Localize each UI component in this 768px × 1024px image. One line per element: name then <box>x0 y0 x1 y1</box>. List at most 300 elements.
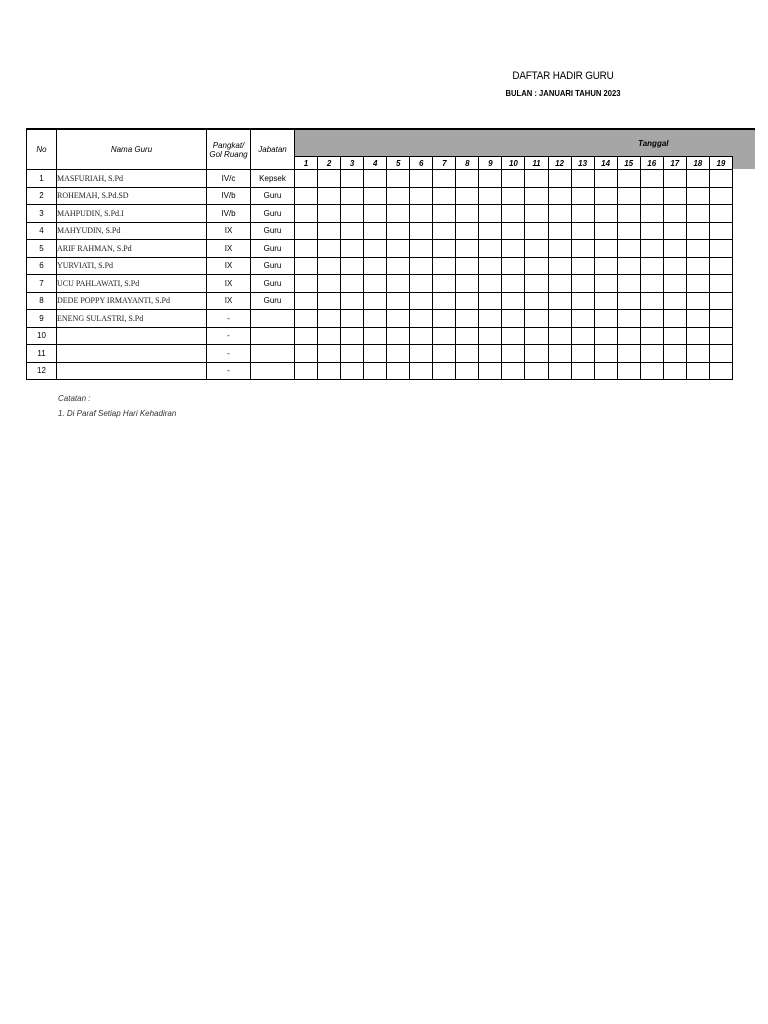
attendance-cell <box>548 292 571 310</box>
header-nama-guru: Nama Guru <box>57 129 207 170</box>
attendance-cell <box>387 187 410 205</box>
row-jabatan <box>251 327 295 345</box>
row-no: 6 <box>27 257 57 275</box>
attendance-cell <box>341 345 364 363</box>
header-day: 3 <box>341 157 364 170</box>
attendance-cell <box>617 257 640 275</box>
row-pangkat: IV/b <box>207 187 251 205</box>
attendance-cell <box>364 310 387 328</box>
attendance-cell <box>479 345 502 363</box>
header-day: 19 <box>709 157 732 170</box>
attendance-cell <box>318 362 341 380</box>
attendance-cell <box>410 257 433 275</box>
attendance-cell <box>410 310 433 328</box>
attendance-cell <box>318 257 341 275</box>
header-day: 17 <box>663 157 686 170</box>
attendance-cell <box>594 170 617 188</box>
row-no: 8 <box>27 292 57 310</box>
table-row <box>27 257 733 275</box>
attendance-cell <box>571 327 594 345</box>
row-pangkat: IX <box>207 292 251 310</box>
table-row <box>27 170 733 188</box>
header-day: 5 <box>387 157 410 170</box>
attendance-cell <box>709 310 732 328</box>
attendance-cell <box>295 257 318 275</box>
attendance-cell <box>640 292 663 310</box>
attendance-cell <box>548 275 571 293</box>
row-name: MAHYUDIN, S.Pd <box>57 222 207 240</box>
attendance-cell <box>617 327 640 345</box>
attendance-cell <box>502 275 525 293</box>
attendance-cell <box>663 170 686 188</box>
attendance-cell <box>686 257 709 275</box>
attendance-cell <box>364 257 387 275</box>
attendance-cell <box>479 257 502 275</box>
attendance-cell <box>295 310 318 328</box>
attendance-cell <box>364 240 387 258</box>
attendance-cell <box>364 222 387 240</box>
attendance-cell <box>364 170 387 188</box>
attendance-cell <box>525 240 548 258</box>
attendance-cell <box>663 327 686 345</box>
row-name: ARIF RAHMAN, S.Pd <box>57 240 207 258</box>
attendance-cell <box>686 327 709 345</box>
row-pangkat: IV/c <box>207 170 251 188</box>
attendance-cell <box>525 205 548 223</box>
row-jabatan: Guru <box>251 257 295 275</box>
row-pangkat: - <box>207 362 251 380</box>
row-jabatan: Guru <box>251 187 295 205</box>
attendance-cell <box>341 205 364 223</box>
attendance-cell <box>479 310 502 328</box>
attendance-cell <box>617 292 640 310</box>
attendance-cell <box>594 187 617 205</box>
attendance-cell <box>387 222 410 240</box>
attendance-cell <box>341 257 364 275</box>
attendance-cell <box>640 275 663 293</box>
attendance-cell <box>364 362 387 380</box>
attendance-cell <box>410 275 433 293</box>
attendance-cell <box>548 187 571 205</box>
attendance-cell <box>456 205 479 223</box>
header-day: 16 <box>640 157 663 170</box>
attendance-cell <box>617 362 640 380</box>
row-name: MASFURIAH, S.Pd <box>57 170 207 188</box>
row-jabatan: Kepsek <box>251 170 295 188</box>
attendance-cell <box>502 170 525 188</box>
attendance-cell <box>663 240 686 258</box>
attendance-cell <box>640 187 663 205</box>
attendance-cell <box>341 362 364 380</box>
attendance-cell <box>548 222 571 240</box>
attendance-cell <box>433 362 456 380</box>
header-tanggal: Tanggal <box>295 129 733 157</box>
table-row <box>27 292 733 310</box>
attendance-cell <box>571 205 594 223</box>
row-no: 3 <box>27 205 57 223</box>
row-name <box>57 362 207 380</box>
attendance-cell <box>295 205 318 223</box>
attendance-cell <box>341 310 364 328</box>
attendance-cell <box>686 310 709 328</box>
row-jabatan <box>251 345 295 363</box>
row-jabatan: Guru <box>251 222 295 240</box>
row-jabatan: Guru <box>251 240 295 258</box>
attendance-cell <box>410 222 433 240</box>
attendance-cell <box>686 222 709 240</box>
attendance-cell <box>364 187 387 205</box>
attendance-cell <box>410 345 433 363</box>
header-day: 7 <box>433 157 456 170</box>
attendance-cell <box>387 170 410 188</box>
attendance-cell <box>663 362 686 380</box>
attendance-cell <box>502 310 525 328</box>
attendance-cell <box>571 187 594 205</box>
attendance-cell <box>663 187 686 205</box>
attendance-cell <box>433 170 456 188</box>
row-name: MAHPUDIN, S.Pd.I <box>57 205 207 223</box>
tanggal-header-extension <box>733 128 755 169</box>
row-pangkat: IX <box>207 222 251 240</box>
attendance-cell <box>387 327 410 345</box>
attendance-cell <box>479 222 502 240</box>
attendance-cell <box>295 362 318 380</box>
header-day: 8 <box>456 157 479 170</box>
attendance-cell <box>502 327 525 345</box>
attendance-cell <box>709 170 732 188</box>
attendance-cell <box>364 345 387 363</box>
row-no: 5 <box>27 240 57 258</box>
header-pangkat <box>207 129 251 170</box>
attendance-cell <box>571 222 594 240</box>
table-row <box>27 187 733 205</box>
row-no: 7 <box>27 275 57 293</box>
attendance-cell <box>410 327 433 345</box>
attendance-cell <box>433 205 456 223</box>
attendance-cell <box>502 222 525 240</box>
attendance-cell <box>318 205 341 223</box>
attendance-cell <box>571 240 594 258</box>
attendance-cell <box>640 310 663 328</box>
header-day: 6 <box>410 157 433 170</box>
attendance-cell <box>617 187 640 205</box>
attendance-cell <box>479 187 502 205</box>
attendance-cell <box>318 187 341 205</box>
row-no: 1 <box>27 170 57 188</box>
attendance-cell <box>594 205 617 223</box>
table-row <box>27 222 733 240</box>
row-pangkat: IX <box>207 275 251 293</box>
attendance-cell <box>525 170 548 188</box>
attendance-cell <box>525 310 548 328</box>
attendance-cell <box>709 327 732 345</box>
attendance-cell <box>341 327 364 345</box>
document-subtitle: BULAN : JANUARI TAHUN 2023 <box>505 88 621 98</box>
attendance-cell <box>341 275 364 293</box>
attendance-cell <box>387 362 410 380</box>
attendance-cell <box>456 292 479 310</box>
row-name: ROHEMAH, S.Pd.SD <box>57 187 207 205</box>
attendance-cell <box>433 310 456 328</box>
attendance-cell <box>318 275 341 293</box>
attendance-cell <box>502 345 525 363</box>
attendance-cell <box>640 327 663 345</box>
attendance-cell <box>295 187 318 205</box>
row-no: 10 <box>27 327 57 345</box>
header-day: 18 <box>686 157 709 170</box>
header-jabatan: Jabatan <box>251 129 295 170</box>
header-day: 4 <box>364 157 387 170</box>
attendance-cell <box>502 362 525 380</box>
attendance-cell <box>410 362 433 380</box>
attendance-cell <box>594 345 617 363</box>
attendance-cell <box>525 257 548 275</box>
table-row <box>27 345 733 363</box>
row-jabatan <box>251 362 295 380</box>
attendance-cell <box>295 345 318 363</box>
table-row <box>27 327 733 345</box>
header-day: 9 <box>479 157 502 170</box>
row-pangkat: IV/b <box>207 205 251 223</box>
attendance-cell <box>571 257 594 275</box>
attendance-cell <box>479 292 502 310</box>
attendance-cell <box>295 170 318 188</box>
attendance-cell <box>318 222 341 240</box>
attendance-cell <box>410 240 433 258</box>
attendance-cell <box>617 275 640 293</box>
attendance-cell <box>433 240 456 258</box>
attendance-cell <box>433 222 456 240</box>
attendance-cell <box>387 240 410 258</box>
attendance-cell <box>571 170 594 188</box>
row-name <box>57 345 207 363</box>
attendance-cell <box>709 292 732 310</box>
row-name <box>57 327 207 345</box>
notes-label: Catatan : <box>58 394 91 403</box>
attendance-cell <box>364 327 387 345</box>
attendance-cell <box>617 240 640 258</box>
row-name: YURVIATI, S.Pd <box>57 257 207 275</box>
attendance-cell <box>709 362 732 380</box>
header-day: 15 <box>617 157 640 170</box>
attendance-cell <box>594 292 617 310</box>
table-row <box>27 310 733 328</box>
attendance-cell <box>433 327 456 345</box>
attendance-cell <box>387 257 410 275</box>
attendance-cell <box>640 222 663 240</box>
attendance-cell <box>594 222 617 240</box>
attendance-cell <box>456 222 479 240</box>
attendance-cell <box>387 345 410 363</box>
attendance-cell <box>479 275 502 293</box>
header-day: 2 <box>318 157 341 170</box>
header-day: 10 <box>502 157 525 170</box>
attendance-cell <box>548 257 571 275</box>
row-no: 4 <box>27 222 57 240</box>
row-pangkat: - <box>207 327 251 345</box>
attendance-cell <box>295 292 318 310</box>
attendance-cell <box>663 345 686 363</box>
attendance-cell <box>709 275 732 293</box>
attendance-cell <box>318 345 341 363</box>
attendance-cell <box>456 327 479 345</box>
attendance-cell <box>479 327 502 345</box>
attendance-cell <box>617 310 640 328</box>
attendance-cell <box>594 362 617 380</box>
attendance-cell <box>456 170 479 188</box>
attendance-cell <box>686 275 709 293</box>
attendance-cell <box>686 240 709 258</box>
attendance-cell <box>502 240 525 258</box>
attendance-cell <box>318 240 341 258</box>
attendance-cell <box>617 222 640 240</box>
table-row <box>27 362 733 380</box>
row-pangkat: IX <box>207 240 251 258</box>
header-pangkat-line2: Gol Ruang <box>209 149 248 159</box>
attendance-cell <box>709 187 732 205</box>
attendance-cell <box>594 257 617 275</box>
attendance-cell <box>594 310 617 328</box>
row-jabatan: Guru <box>251 292 295 310</box>
row-jabatan: Guru <box>251 205 295 223</box>
attendance-cell <box>686 187 709 205</box>
attendance-cell <box>525 187 548 205</box>
attendance-cell <box>548 327 571 345</box>
header-day: 12 <box>548 157 571 170</box>
attendance-cell <box>295 327 318 345</box>
attendance-cell <box>410 187 433 205</box>
header-day: 13 <box>571 157 594 170</box>
attendance-cell <box>433 187 456 205</box>
attendance-cell <box>410 205 433 223</box>
attendance-cell <box>341 170 364 188</box>
row-name: UCU PAHLAWATI, S.Pd <box>57 275 207 293</box>
header-day: 11 <box>525 157 548 170</box>
attendance-cell <box>502 257 525 275</box>
attendance-cell <box>709 240 732 258</box>
attendance-cell <box>663 275 686 293</box>
attendance-cell <box>525 222 548 240</box>
attendance-cell <box>341 292 364 310</box>
attendance-cell <box>479 170 502 188</box>
attendance-cell <box>479 240 502 258</box>
attendance-cell <box>686 170 709 188</box>
attendance-cell <box>571 345 594 363</box>
attendance-cell <box>456 310 479 328</box>
attendance-cell <box>686 292 709 310</box>
attendance-cell <box>663 222 686 240</box>
attendance-cell <box>525 275 548 293</box>
attendance-cell <box>433 257 456 275</box>
row-no: 2 <box>27 187 57 205</box>
attendance-cell <box>548 205 571 223</box>
table-row <box>27 275 733 293</box>
attendance-cell <box>295 222 318 240</box>
row-no: 12 <box>27 362 57 380</box>
attendance-cell <box>318 170 341 188</box>
header-pangkat-line1: Pangkat/ <box>212 140 245 150</box>
attendance-cell <box>456 345 479 363</box>
attendance-cell <box>548 240 571 258</box>
attendance-cell <box>548 362 571 380</box>
attendance-cell <box>663 257 686 275</box>
row-pangkat: - <box>207 345 251 363</box>
table-row <box>27 205 733 223</box>
attendance-cell <box>479 362 502 380</box>
attendance-cell <box>571 292 594 310</box>
attendance-cell <box>318 327 341 345</box>
attendance-cell <box>571 275 594 293</box>
attendance-cell <box>387 292 410 310</box>
header-no: No <box>27 129 57 170</box>
attendance-cell <box>663 310 686 328</box>
attendance-cell <box>456 240 479 258</box>
attendance-cell <box>617 205 640 223</box>
row-no: 9 <box>27 310 57 328</box>
attendance-cell <box>433 292 456 310</box>
attendance-cell <box>410 170 433 188</box>
table-row <box>27 240 733 258</box>
attendance-cell <box>456 275 479 293</box>
attendance-cell <box>456 257 479 275</box>
attendance-cell <box>456 362 479 380</box>
attendance-cell <box>709 257 732 275</box>
attendance-cell <box>295 240 318 258</box>
attendance-cell <box>686 345 709 363</box>
attendance-cell <box>387 275 410 293</box>
attendance-cell <box>456 187 479 205</box>
attendance-cell <box>594 275 617 293</box>
attendance-cell <box>502 187 525 205</box>
row-jabatan: Guru <box>251 275 295 293</box>
header-day: 1 <box>295 157 318 170</box>
attendance-cell <box>295 275 318 293</box>
document-title: DAFTAR HADIR GURU <box>512 70 614 82</box>
attendance-cell <box>594 240 617 258</box>
attendance-cell <box>525 292 548 310</box>
attendance-cell <box>548 170 571 188</box>
attendance-cell <box>663 205 686 223</box>
row-pangkat: - <box>207 310 251 328</box>
attendance-cell <box>709 345 732 363</box>
attendance-cell <box>525 345 548 363</box>
row-jabatan <box>251 310 295 328</box>
attendance-cell <box>640 257 663 275</box>
attendance-cell <box>364 205 387 223</box>
attendance-cell <box>525 327 548 345</box>
attendance-cell <box>364 292 387 310</box>
attendance-cell <box>341 187 364 205</box>
attendance-cell <box>341 222 364 240</box>
attendance-cell <box>571 310 594 328</box>
attendance-cell <box>617 170 640 188</box>
attendance-cell <box>318 292 341 310</box>
attendance-cell <box>479 205 502 223</box>
attendance-cell <box>548 310 571 328</box>
attendance-cell <box>663 292 686 310</box>
attendance-cell <box>433 275 456 293</box>
attendance-cell <box>502 292 525 310</box>
attendance-cell <box>640 240 663 258</box>
attendance-cell <box>640 170 663 188</box>
attendance-cell <box>617 345 640 363</box>
attendance-cell <box>410 292 433 310</box>
attendance-cell <box>640 205 663 223</box>
attendance-cell <box>686 362 709 380</box>
attendance-cell <box>318 310 341 328</box>
attendance-cell <box>525 362 548 380</box>
attendance-cell <box>341 240 364 258</box>
